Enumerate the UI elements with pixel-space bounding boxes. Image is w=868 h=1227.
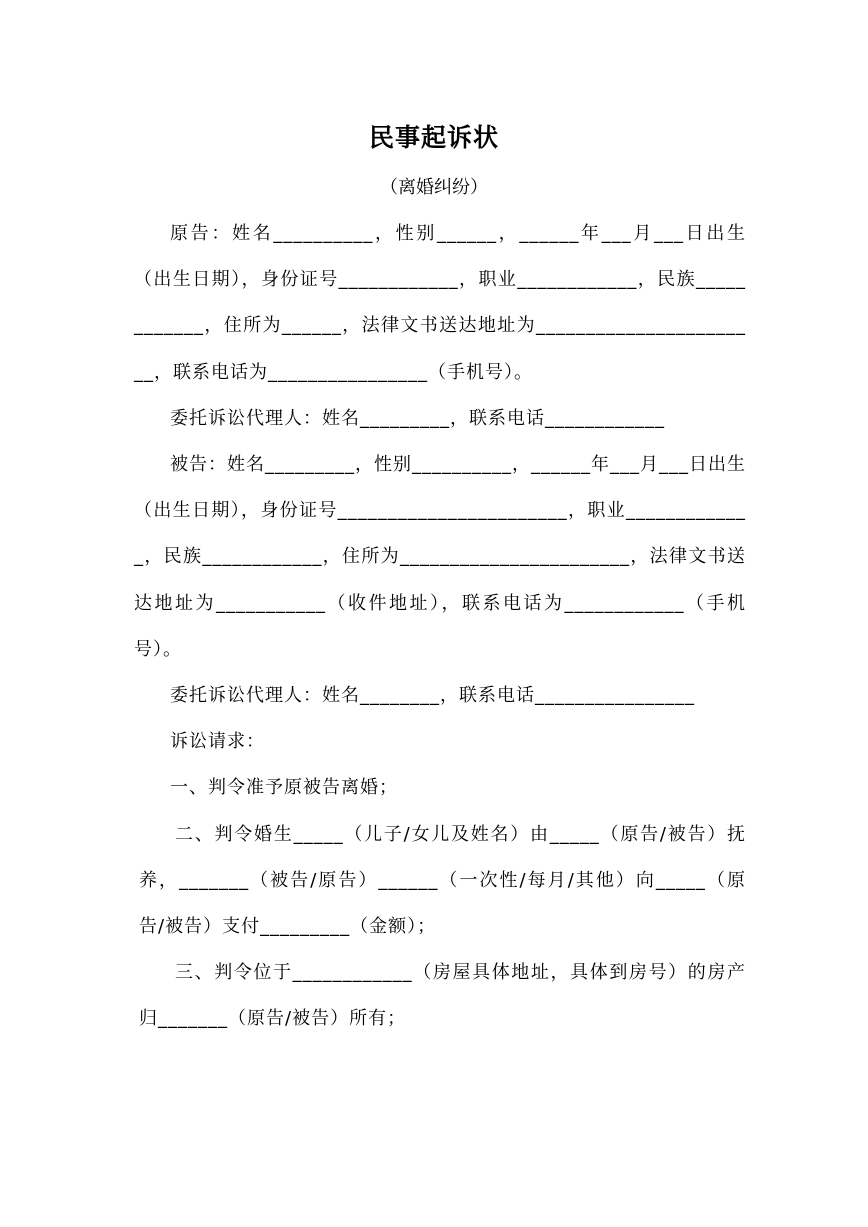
document-title: 民事起诉状 [368, 123, 499, 152]
claim-item-2: 二、判令婚生_____（儿子/女儿及姓名）由_____（原告/被告）抚养，_______（被告/原告）______（一次性/每月/其他）向_____（原告/被告）支付_________（金额）； [139, 823, 746, 938]
plaintiff-info-paragraph: 原告：姓名__________，性别______，______年___月___日出生（出生日期），身份证号____________，职业____________，民族____________，住所为______，法律文书送达地址为_______________________，联系电话为________________（手机号）。 [134, 223, 746, 383]
document-body [134, 211, 746, 1043]
claims-heading: 诉讼请求： [170, 731, 265, 753]
plaintiff-agent-paragraph: 委托诉讼代理人：姓名_________，联系电话____________ [170, 407, 665, 429]
document-subtitle: （离婚纠纷） [380, 177, 488, 198]
claim-item-3: 三、判令位于____________（房屋具体地址，具体到房号）的房产归_______（原告/被告）所有； [139, 962, 746, 1030]
defendant-info-paragraph: 被告：姓名_________，性别__________，______年___月___日出生（出生日期），身份证号_______________________，职业_____________，民族____________，住所为_______________________，法律文书送达地址为___________（收件地址），联系电话为____________（手机号）。 [134, 454, 746, 660]
defendant-agent-paragraph: 委托诉讼代理人：姓名________，联系电话________________ [170, 685, 695, 707]
claim-item-1: 一、判令准予原被告离婚； [170, 777, 398, 799]
